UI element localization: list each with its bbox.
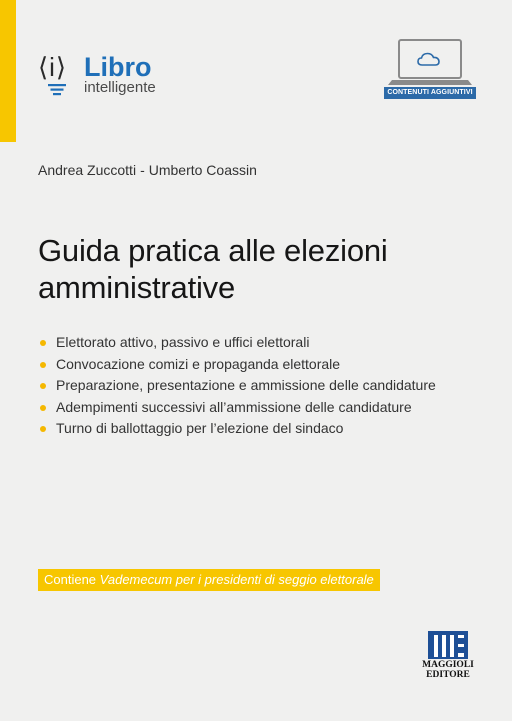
publisher-line: EDITORE [426, 670, 470, 680]
list-item [38, 418, 498, 440]
bullet-dot-icon [40, 383, 46, 389]
bullet-dot-icon [40, 405, 46, 411]
title-line: amministrative [38, 270, 236, 305]
bullet-dot-icon [40, 426, 46, 432]
logo-mark: ⟨i⟩ [38, 52, 68, 82]
authors [38, 161, 257, 179]
logo-subtitle: intelligente [84, 79, 156, 96]
logo-lines-icon [48, 84, 66, 98]
author-name: Andrea Zuccotti [38, 162, 137, 178]
list-item [38, 375, 498, 397]
laptop-cloud-icon [384, 38, 476, 88]
topic-list [38, 332, 498, 440]
additional-content-badge [384, 38, 476, 100]
author-separator: - [140, 162, 145, 178]
bullet-dot-icon [40, 340, 46, 346]
banner-emphasis: Vademecum per i presidenti di seggio elettorale [99, 572, 374, 587]
vademecum-banner [38, 569, 380, 591]
additional-content-label: CONTENUTI AGGIUNTIVI [384, 87, 476, 99]
topic-text: Convocazione comizi e propaganda elettorale [56, 355, 341, 372]
logo-word: Libro [84, 52, 152, 82]
yellow-accent-bar [0, 0, 16, 142]
ilibro-logo [38, 52, 168, 102]
author-name: Umberto Coassin [148, 162, 257, 178]
topic-text: Elettorato attivo, passivo e uffici elettorali [56, 334, 310, 350]
list-item [38, 397, 498, 419]
topic-text: Adempimenti successivi all’ammissione delle candidature [56, 398, 412, 415]
publisher-line: MAGGIOLI [422, 660, 474, 670]
topic-text: Preparazione, presentazione e ammissione delle candidature [56, 377, 436, 393]
list-item [38, 332, 498, 354]
publisher-name [414, 660, 482, 680]
topic-text: Turno di ballottaggio per l’elezione del sindaco [56, 420, 344, 436]
list-item [38, 354, 498, 376]
title-line: Guida pratica alle elezioni [38, 233, 388, 268]
book-title [38, 232, 468, 306]
banner-prefix: Contiene [44, 572, 97, 587]
bullet-dot-icon [40, 362, 46, 368]
